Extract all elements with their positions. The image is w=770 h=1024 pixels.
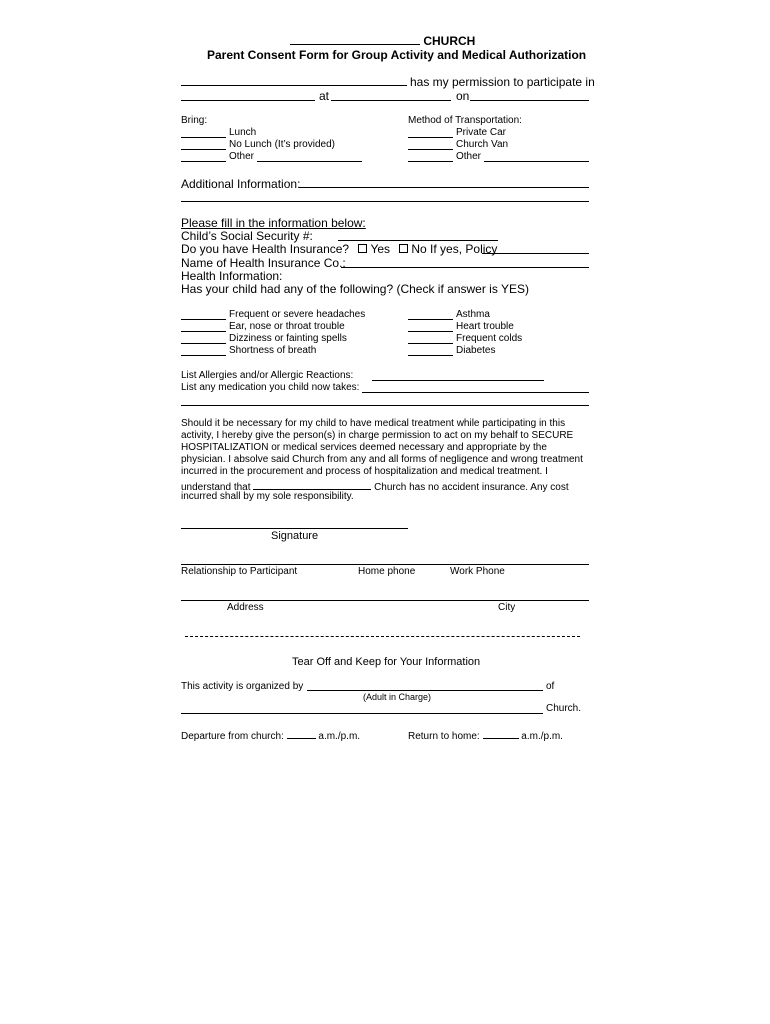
bring-other-field[interactable] — [257, 161, 362, 162]
transport-other-field[interactable] — [484, 161, 589, 162]
bring-lunch-label: Lunch — [229, 127, 257, 138]
departure-line — [181, 728, 360, 743]
church-name-line — [290, 34, 475, 48]
return-ampm: a.m./p.m. — [521, 731, 563, 742]
condition-breath-label: Shortness of breath — [229, 345, 317, 356]
church-period-label: Church. — [546, 703, 582, 714]
policy-field[interactable] — [482, 253, 589, 254]
allergies-field[interactable] — [372, 380, 544, 381]
bring-label: Bring: — [181, 115, 208, 126]
condition-asthma-blank[interactable] — [408, 319, 453, 320]
city-label: City — [498, 602, 516, 613]
of-label: of — [546, 681, 555, 692]
insurance-co-field[interactable] — [341, 267, 589, 268]
health-info-label: Health Information: — [181, 269, 283, 283]
transport-car-blank[interactable] — [408, 137, 453, 138]
additional-info-field[interactable] — [299, 187, 589, 188]
insurance-no-label: No If yes, Policy — [411, 242, 498, 256]
condition-ent-blank[interactable] — [181, 331, 226, 332]
adult-in-charge-label: (Adult in Charge) — [363, 692, 432, 702]
ssn-label: Child’s Social Security #: — [181, 229, 313, 243]
address-city-line[interactable] — [181, 600, 589, 601]
insurance-question — [181, 242, 497, 256]
condition-diabetes-label: Diabetes — [456, 345, 496, 356]
condition-dizziness-blank[interactable] — [181, 343, 226, 344]
insurance-no-checkbox[interactable] — [399, 244, 408, 253]
additional-info-field-2[interactable] — [181, 201, 589, 202]
on-label: on — [456, 89, 470, 103]
transport-car-label: Private Car — [456, 127, 507, 138]
transport-van-label: Church Van — [456, 139, 509, 150]
bring-other-blank[interactable] — [181, 161, 226, 162]
transport-van-blank[interactable] — [408, 149, 453, 150]
activity-date-field[interactable] — [470, 100, 589, 101]
additional-info-label: Additional Information: — [181, 177, 301, 191]
insurance-question-text: Do you have Health Insurance? — [181, 242, 350, 256]
organized-by-label: This activity is organized by — [181, 681, 304, 692]
condition-headaches-blank[interactable] — [181, 319, 226, 320]
transport-other-label: Other — [456, 151, 482, 162]
condition-colds-label: Frequent colds — [456, 333, 523, 344]
condition-asthma-label: Asthma — [456, 309, 490, 320]
condition-ent-label: Ear, nose or throat trouble — [229, 321, 345, 332]
consent-paragraph: Should it be necessary for my child to have medical treatment while participating in this activity, I hereby give the person(s) in charge permission to act on my behalf to SECURE HOSPITALIZATION or medical services deemed necessary and appropriate by the physician. I absolve said Church from any and all forms of negligence and wrong treatment incurred in the procurement and process of hospitalization and medical treatment. I — [181, 418, 583, 477]
at-label: at — [319, 89, 330, 103]
insurance-co-label: Name of Health Insurance Co.: — [181, 256, 346, 270]
info-heading: Please fill in the information below: — [181, 216, 366, 230]
church-name-field[interactable] — [290, 34, 420, 45]
relationship-phone-line[interactable] — [181, 564, 589, 565]
church-label: CHURCH — [423, 34, 476, 48]
address-label: Address — [227, 602, 264, 613]
bring-other-label: Other — [229, 151, 255, 162]
condition-headaches-label: Frequent or severe headaches — [229, 309, 366, 320]
home-phone-label: Home phone — [358, 566, 416, 577]
understand-post: Church has no accident insurance. Any cost — [374, 482, 569, 493]
departure-ampm: a.m./p.m. — [318, 731, 361, 742]
insurance-yes-label: Yes — [370, 242, 391, 256]
bring-no-lunch-blank[interactable] — [181, 149, 226, 150]
church-name-field-2[interactable] — [253, 479, 371, 490]
departure-label: Departure from church: — [181, 731, 284, 742]
departure-time-field[interactable] — [287, 728, 316, 739]
transport-label: Method of Transportation: — [408, 115, 522, 126]
participant-name-field[interactable] — [181, 85, 407, 86]
condition-heart-label: Heart trouble — [456, 321, 514, 332]
condition-diabetes-blank[interactable] — [408, 355, 453, 356]
signature-label: Signature — [271, 530, 319, 542]
condition-heart-blank[interactable] — [408, 331, 453, 332]
return-time-field[interactable] — [483, 728, 519, 739]
medication-field[interactable] — [362, 392, 589, 393]
bring-no-lunch-label: No Lunch (It’s provided) — [229, 139, 335, 150]
consent-last-line: incurred shall by my sole responsibility. — [181, 491, 354, 502]
permission-text: has my permission to participate in — [410, 75, 595, 89]
allergies-label: List Allergies and/or Allergic Reactions: — [181, 370, 354, 381]
signature-field[interactable] — [181, 528, 408, 529]
ssn-field[interactable] — [338, 240, 498, 241]
tear-off-title: Tear Off and Keep for Your Information — [292, 656, 481, 668]
activity-name-field[interactable] — [181, 100, 315, 101]
understand-pre: understand that — [181, 482, 251, 493]
transport-other-blank[interactable] — [408, 161, 453, 162]
form-title: Parent Consent Form for Group Activity and Medical Authorization — [207, 48, 587, 62]
tear-off-divider — [185, 636, 580, 637]
relationship-label: Relationship to Participant — [181, 566, 298, 577]
work-phone-label: Work Phone — [450, 566, 505, 577]
condition-colds-blank[interactable] — [408, 343, 453, 344]
condition-dizziness-label: Dizziness or fainting spells — [229, 333, 347, 344]
organizer-field[interactable] — [307, 690, 543, 691]
conditions-question: Has your child had any of the following? (Check if answer is YES) — [181, 282, 529, 296]
activity-location-field[interactable] — [331, 100, 451, 101]
return-line — [408, 728, 563, 743]
insurance-yes-checkbox[interactable] — [358, 244, 367, 253]
bring-lunch-blank[interactable] — [181, 137, 226, 138]
condition-breath-blank[interactable] — [181, 355, 226, 356]
medication-label: List any medication you child now takes: — [181, 382, 360, 393]
medication-field-2[interactable] — [181, 405, 589, 406]
return-label: Return to home: — [408, 731, 480, 742]
organizer-church-field[interactable] — [181, 713, 543, 714]
